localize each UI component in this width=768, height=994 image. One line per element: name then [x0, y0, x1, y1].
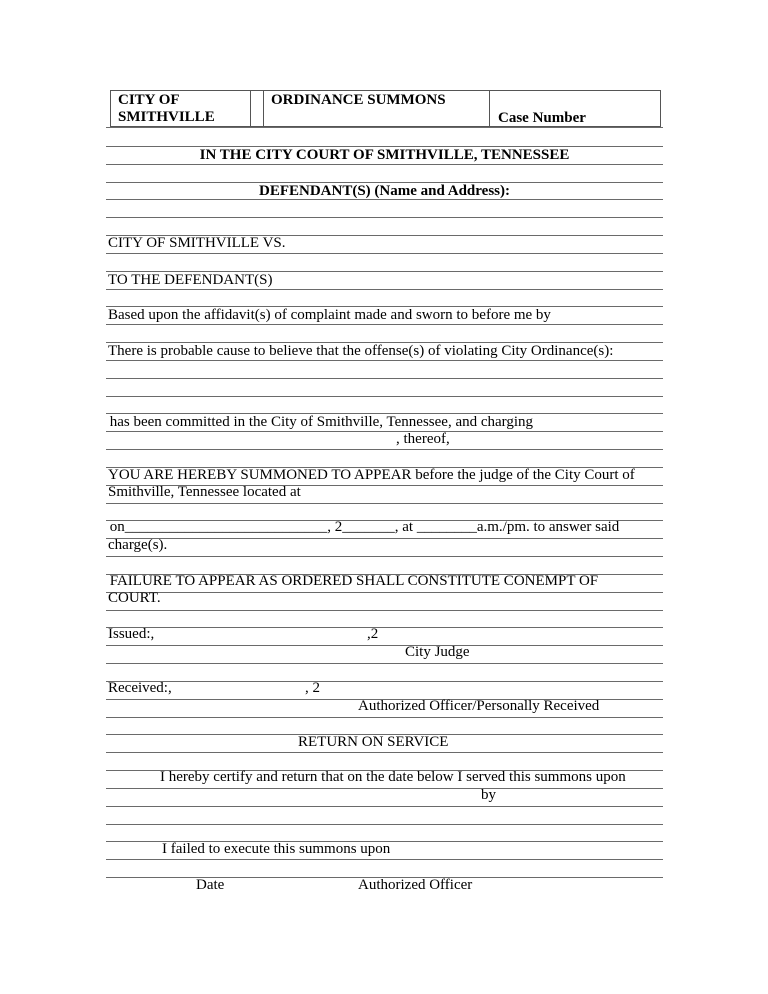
- committed-text: has been committed in the City of Smithville, Tennessee, and charging: [106, 414, 534, 430]
- city-name-line1: CITY OF: [118, 92, 180, 108]
- ruled-line: [106, 538, 663, 539]
- issued-year: ,2: [367, 626, 379, 642]
- ruled-line: [106, 449, 663, 450]
- divider: [263, 91, 264, 126]
- ruled-line: [106, 592, 663, 593]
- ruled-line: [106, 859, 663, 860]
- ruled-line: [106, 681, 663, 682]
- form-title: ORDINANCE SUMMONS: [271, 92, 446, 108]
- vs-line: CITY OF SMITHVILLE VS.: [108, 235, 286, 251]
- city-judge-label: City Judge: [405, 644, 470, 660]
- divider: [489, 91, 490, 126]
- ruled-line: [106, 788, 663, 789]
- ruled-line: [106, 324, 663, 325]
- ruled-line: [106, 752, 663, 753]
- ruled-line: [106, 645, 663, 646]
- court-title: IN THE CITY COURT OF SMITHVILLE, TENNESSEE: [199, 147, 570, 163]
- ruled-line: [106, 378, 663, 379]
- authorized-officer-label: Authorized Officer: [358, 877, 473, 893]
- date-line-2: charge(s).: [108, 537, 168, 553]
- summoned-text-1: YOU ARE HEREBY SUMMONED TO APPEAR before the judge of the City Court of: [108, 467, 635, 483]
- ruled-line: [106, 806, 663, 807]
- ruled-line: [106, 824, 663, 825]
- case-number-label: Case Number: [498, 110, 586, 126]
- defendants-label: DEFENDANT(S) (Name and Address):: [259, 183, 510, 199]
- ruled-line: [106, 627, 663, 628]
- divider: [250, 91, 251, 126]
- ruled-line: [106, 503, 663, 504]
- failed-text: I failed to execute this summons upon: [162, 841, 391, 857]
- certify-text: I hereby certify and return that on the date below I served this summons upon: [160, 769, 626, 785]
- date-line-1: on___________________________, 2_______, at ________a.m./pm. to answer said: [106, 519, 620, 535]
- received-label: Received:,: [108, 680, 172, 696]
- ruled-line: [106, 217, 663, 218]
- thereof-text: , thereof,: [396, 431, 450, 447]
- affidavit-text: Based upon the affidavit(s) of complaint made and sworn to before me by: [108, 307, 551, 323]
- city-name-line2: SMITHVILLE: [118, 109, 215, 125]
- ruled-line: [106, 717, 663, 718]
- ruled-line: [106, 556, 663, 557]
- ruled-line: [106, 431, 663, 432]
- by-text: by: [481, 787, 496, 803]
- issued-label: Issued:,: [108, 626, 155, 642]
- ruled-line: [106, 663, 663, 664]
- return-title: RETURN ON SERVICE: [298, 734, 449, 750]
- summoned-text-2: Smithville, Tennessee located at: [108, 484, 301, 500]
- to-defendant: TO THE DEFENDANT(S): [108, 272, 273, 288]
- failure-text-2: COURT.: [108, 590, 161, 606]
- failure-text-1: FAILURE TO APPEAR AS ORDERED SHALL CONSTITUTE CONEMPT OF: [106, 573, 599, 589]
- header-box: [110, 90, 661, 127]
- received-year: , 2: [305, 680, 320, 696]
- ruled-line: [106, 253, 663, 254]
- ruled-line: [106, 610, 663, 611]
- ruled-line: [106, 360, 663, 361]
- authorized-received-label: Authorized Officer/Personally Received: [358, 698, 600, 714]
- ruled-line: [106, 396, 663, 397]
- ruled-line: [106, 127, 663, 128]
- date-label: Date: [196, 877, 225, 893]
- probable-cause-text: There is probable cause to believe that the offense(s) of violating City Ordinance(s):: [108, 343, 614, 359]
